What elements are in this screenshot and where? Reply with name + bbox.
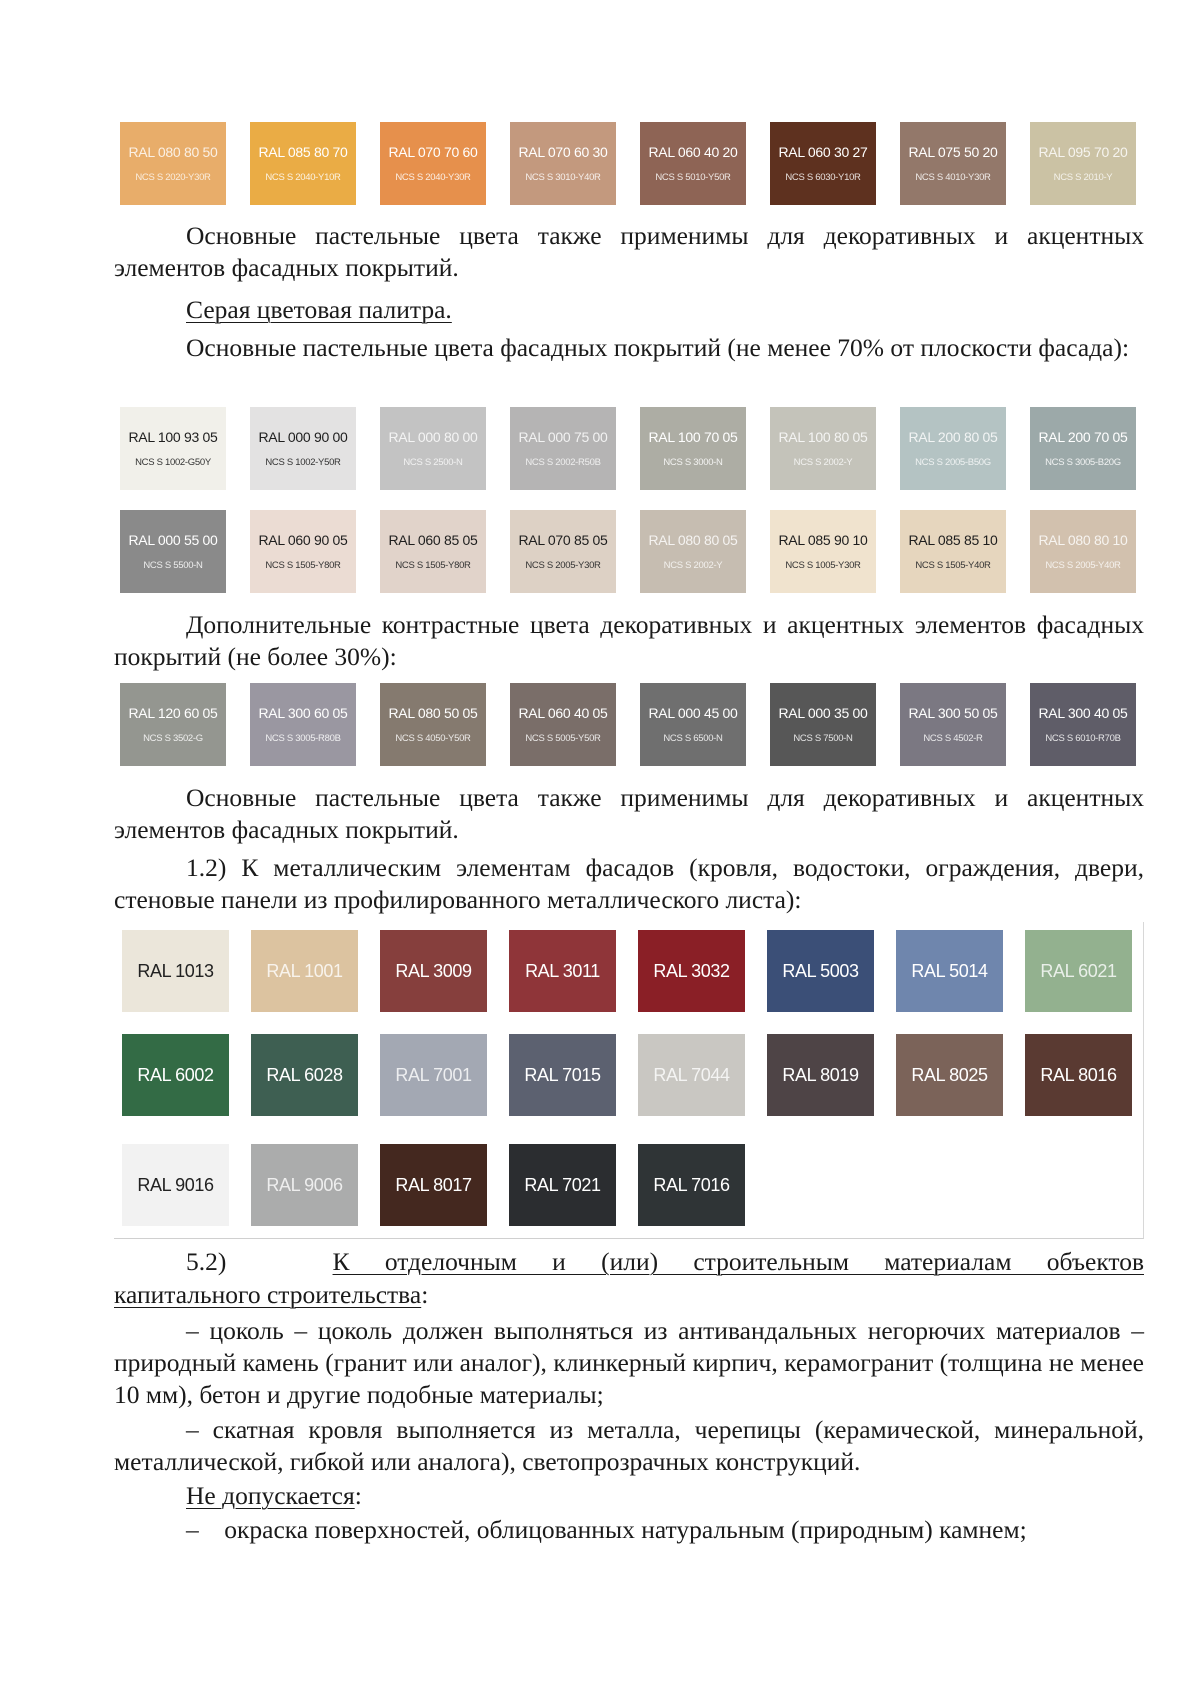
palette-contrast [120, 683, 1136, 766]
metal-swatch: RAL 5003 [767, 930, 874, 1012]
palette-top-swatch [900, 122, 1006, 205]
ncs-code: NCS S 4050-Y50R [395, 732, 471, 744]
palette-contrast-swatch [510, 683, 616, 766]
palette-grey-2-swatch [510, 510, 616, 593]
ral-code: RAL 000 55 00 [128, 531, 218, 548]
ncs-code: NCS S 6500-N [663, 732, 723, 744]
metal-swatch: RAL 7016 [638, 1144, 745, 1226]
palette-grey-2-swatch [770, 510, 876, 593]
ral-code: RAL 060 30 27 [778, 143, 868, 160]
palette-top-swatch [120, 122, 226, 205]
metal-swatch: RAL 8019 [767, 1034, 874, 1116]
paragraph-pastel-note-1: Основные пастельные цвета также применимы для декоративных и акцентных элементов фасадных покрытий. [114, 221, 1144, 282]
ncs-code: NCS S 5010-Y50R [655, 171, 731, 183]
metal-swatch: RAL 6028 [251, 1034, 358, 1116]
palette-top-swatch [380, 122, 486, 205]
ral-code: RAL 085 90 10 [778, 531, 868, 548]
paragraph-pastel-note-2: Основные пастельные цвета также применимы для декоративных и акцентных элементов фасадных покрытий. [114, 783, 1144, 844]
palette-grey-row-1 [120, 407, 1136, 490]
ncs-code: NCS S 5500-N [143, 559, 203, 571]
ral-code: RAL 100 70 05 [648, 428, 738, 445]
ral-code: RAL 080 80 10 [1038, 531, 1128, 548]
palette-contrast-swatch [900, 683, 1006, 766]
section-title-line-2: капитального строительства [114, 1280, 422, 1309]
ral-code: RAL 080 80 05 [648, 531, 738, 548]
metal-swatch: RAL 9016 [122, 1144, 229, 1226]
ncs-code: NCS S 2002-Y [663, 559, 723, 571]
palette-top-swatch [510, 122, 616, 205]
ral-code: RAL 085 85 10 [908, 531, 998, 548]
ncs-code: NCS S 3010-Y40R [525, 171, 601, 183]
ral-code: RAL 060 85 05 [388, 531, 478, 548]
ncs-code: NCS S 7500-N [793, 732, 853, 744]
metal-ral-panel [114, 922, 1144, 1239]
ncs-code: NCS S 2005-Y40R [1045, 559, 1121, 571]
paragraph-main-pastel: Основные пастельные цвета фасадных покрытий (не менее 70% от плоскости фасада): [186, 333, 1130, 362]
metal-swatch: RAL 7015 [509, 1034, 616, 1116]
palette-grey-2-swatch [1030, 510, 1136, 593]
ral-code: RAL 300 60 05 [258, 704, 348, 721]
ncs-code: NCS S 2005-Y30R [525, 559, 601, 571]
ral-code: RAL 085 80 70 [258, 143, 348, 160]
metal-swatch: RAL 7021 [509, 1144, 616, 1226]
ral-code: RAL 080 80 50 [128, 143, 218, 160]
palette-grey-2-swatch [900, 510, 1006, 593]
ral-code: RAL 300 40 05 [1038, 704, 1128, 721]
palette-grey-1-swatch [900, 407, 1006, 490]
ral-code: RAL 000 90 00 [258, 428, 348, 445]
not-allowed-text: Не допускается [186, 1481, 355, 1510]
ral-code: RAL 000 35 00 [778, 704, 868, 721]
metal-swatch: RAL 7044 [638, 1034, 745, 1116]
metal-swatch: RAL 3032 [638, 930, 745, 1012]
metal-swatch: RAL 1001 [251, 930, 358, 1012]
palette-contrast-swatch [250, 683, 356, 766]
palette-grey-2-swatch [380, 510, 486, 593]
palette-contrast-swatch [380, 683, 486, 766]
paragraph-metal-elements: 1.2) К металлическим элементам фасадов (кровля, водостоки, ограждения, двери, стеновые панели из профилированного металлического листа): [114, 853, 1144, 914]
metal-swatch: RAL 6021 [1025, 930, 1132, 1012]
ral-code: RAL 120 60 05 [128, 704, 218, 721]
metal-swatch: RAL 3011 [509, 930, 616, 1012]
ncs-code: NCS S 3502-G [143, 732, 203, 744]
ral-code: RAL 075 50 20 [908, 143, 998, 160]
ncs-code: NCS S 1505-Y40R [915, 559, 991, 571]
ral-code: RAL 070 60 30 [518, 143, 608, 160]
ncs-code: NCS S 1002-G50Y [135, 456, 211, 468]
ncs-code: NCS S 5005-Y50R [525, 732, 601, 744]
palette-contrast-swatch [770, 683, 876, 766]
palette-top-swatch [250, 122, 356, 205]
ncs-code: NCS S 2040-Y10R [265, 171, 341, 183]
ral-code: RAL 060 40 20 [648, 143, 738, 160]
metal-swatch: RAL 1013 [122, 930, 229, 1012]
ncs-code: NCS S 6010-R70B [1045, 732, 1121, 744]
heading-grey-palette-text: Серая цветовая палитра. [186, 295, 452, 324]
ral-code: RAL 000 75 00 [518, 428, 608, 445]
ncs-code: NCS S 2005-B50G [915, 456, 991, 468]
bullet-roof: – скатная кровля выполняется из металла, черепицы (керамической, минеральной, металлической, гибкой или аналога), светопрозрачных конструкций. [114, 1415, 1144, 1476]
ncs-code: NCS S 4010-Y30R [915, 171, 991, 183]
ncs-code: NCS S 2002-Y [793, 456, 853, 468]
bullet-stone-painting: – окраска поверхностей, облицованных натуральным (природным) камнем; [186, 1515, 1027, 1544]
palette-contrast-swatch [640, 683, 746, 766]
ral-code: RAL 100 93 05 [128, 428, 218, 445]
palette-grey-1-swatch [120, 407, 226, 490]
metal-swatch: RAL 8025 [896, 1034, 1003, 1116]
ral-code: RAL 070 85 05 [518, 531, 608, 548]
ncs-code: NCS S 1505-Y80R [265, 559, 341, 571]
palette-grey-1-swatch [250, 407, 356, 490]
palette-top [120, 122, 1136, 205]
metal-swatch: RAL 9006 [251, 1144, 358, 1226]
ral-code: RAL 000 45 00 [648, 704, 738, 721]
ral-code: RAL 080 50 05 [388, 704, 478, 721]
ncs-code: NCS S 2010-Y [1053, 171, 1113, 183]
ral-code: RAL 095 70 20 [1038, 143, 1128, 160]
ncs-code: NCS S 4502-R [923, 732, 983, 744]
ncs-code: NCS S 1005-Y30R [785, 559, 861, 571]
palette-grey-2-swatch [250, 510, 356, 593]
ral-code: RAL 000 80 00 [388, 428, 478, 445]
palette-contrast-swatch [1030, 683, 1136, 766]
metal-swatch: RAL 7001 [380, 1034, 487, 1116]
ral-code: RAL 200 80 05 [908, 428, 998, 445]
ncs-code: NCS S 3005-R80B [265, 732, 341, 744]
palette-top-swatch [770, 122, 876, 205]
ncs-code: NCS S 3005-B20G [1045, 456, 1121, 468]
metal-swatch: RAL 5014 [896, 930, 1003, 1012]
heading-grey-palette [186, 294, 452, 326]
ncs-code: NCS S 2020-Y30R [135, 171, 211, 183]
palette-grey-row-2 [120, 510, 1136, 593]
paragraph-contrast-colors: Дополнительные контрастные цвета декоративных и акцентных элементов фасадных покрытий (не более 30%): [114, 610, 1144, 671]
ncs-code: NCS S 3000-N [663, 456, 723, 468]
metal-swatch: RAL 8016 [1025, 1034, 1132, 1116]
section-5-2-heading [186, 1246, 1144, 1278]
ral-code: RAL 300 50 05 [908, 704, 998, 721]
palette-top-swatch [640, 122, 746, 205]
palette-grey-2-swatch [640, 510, 746, 593]
ral-code: RAL 060 40 05 [518, 704, 608, 721]
palette-grey-1-swatch [380, 407, 486, 490]
palette-grey-1-swatch [510, 407, 616, 490]
palette-top-swatch [1030, 122, 1136, 205]
section-number: 5.2) [186, 1247, 227, 1276]
palette-grey-1-swatch [640, 407, 746, 490]
ncs-code: NCS S 6030-Y10R [785, 171, 861, 183]
palette-grey-2-swatch [120, 510, 226, 593]
ncs-code: NCS S 2500-N [403, 456, 463, 468]
ncs-code: NCS S 1002-Y50R [265, 456, 341, 468]
palette-contrast-swatch [120, 683, 226, 766]
ral-code: RAL 100 80 05 [778, 428, 868, 445]
palette-grey-1-swatch [1030, 407, 1136, 490]
not-allowed-heading [186, 1480, 362, 1512]
ncs-code: NCS S 2040-Y30R [395, 171, 471, 183]
section-title-line-1: К отделочным и (или) строительным материалам объектов [332, 1247, 1144, 1276]
bullet-plinth: – цоколь – цоколь должен выполняться из антивандальных негорючих материалов – природный камень (гранит или аналог), клинкерный кирпич, керамогранит (толщина не менее 10 мм), бетон и другие подобные материалы; [114, 1316, 1144, 1409]
ncs-code: NCS S 1505-Y80R [395, 559, 471, 571]
ral-code: RAL 200 70 05 [1038, 428, 1128, 445]
ral-code: RAL 070 70 60 [388, 143, 478, 160]
metal-swatch: RAL 3009 [380, 930, 487, 1012]
ral-code: RAL 060 90 05 [258, 531, 348, 548]
ncs-code: NCS S 2002-R50B [525, 456, 601, 468]
metal-swatch: RAL 6002 [122, 1034, 229, 1116]
section-title-colon: : [421, 1280, 429, 1309]
metal-swatch: RAL 8017 [380, 1144, 487, 1226]
section-5-2-heading-line-2 [114, 1279, 428, 1311]
palette-grey-1-swatch [770, 407, 876, 490]
not-allowed-colon: : [354, 1481, 362, 1510]
